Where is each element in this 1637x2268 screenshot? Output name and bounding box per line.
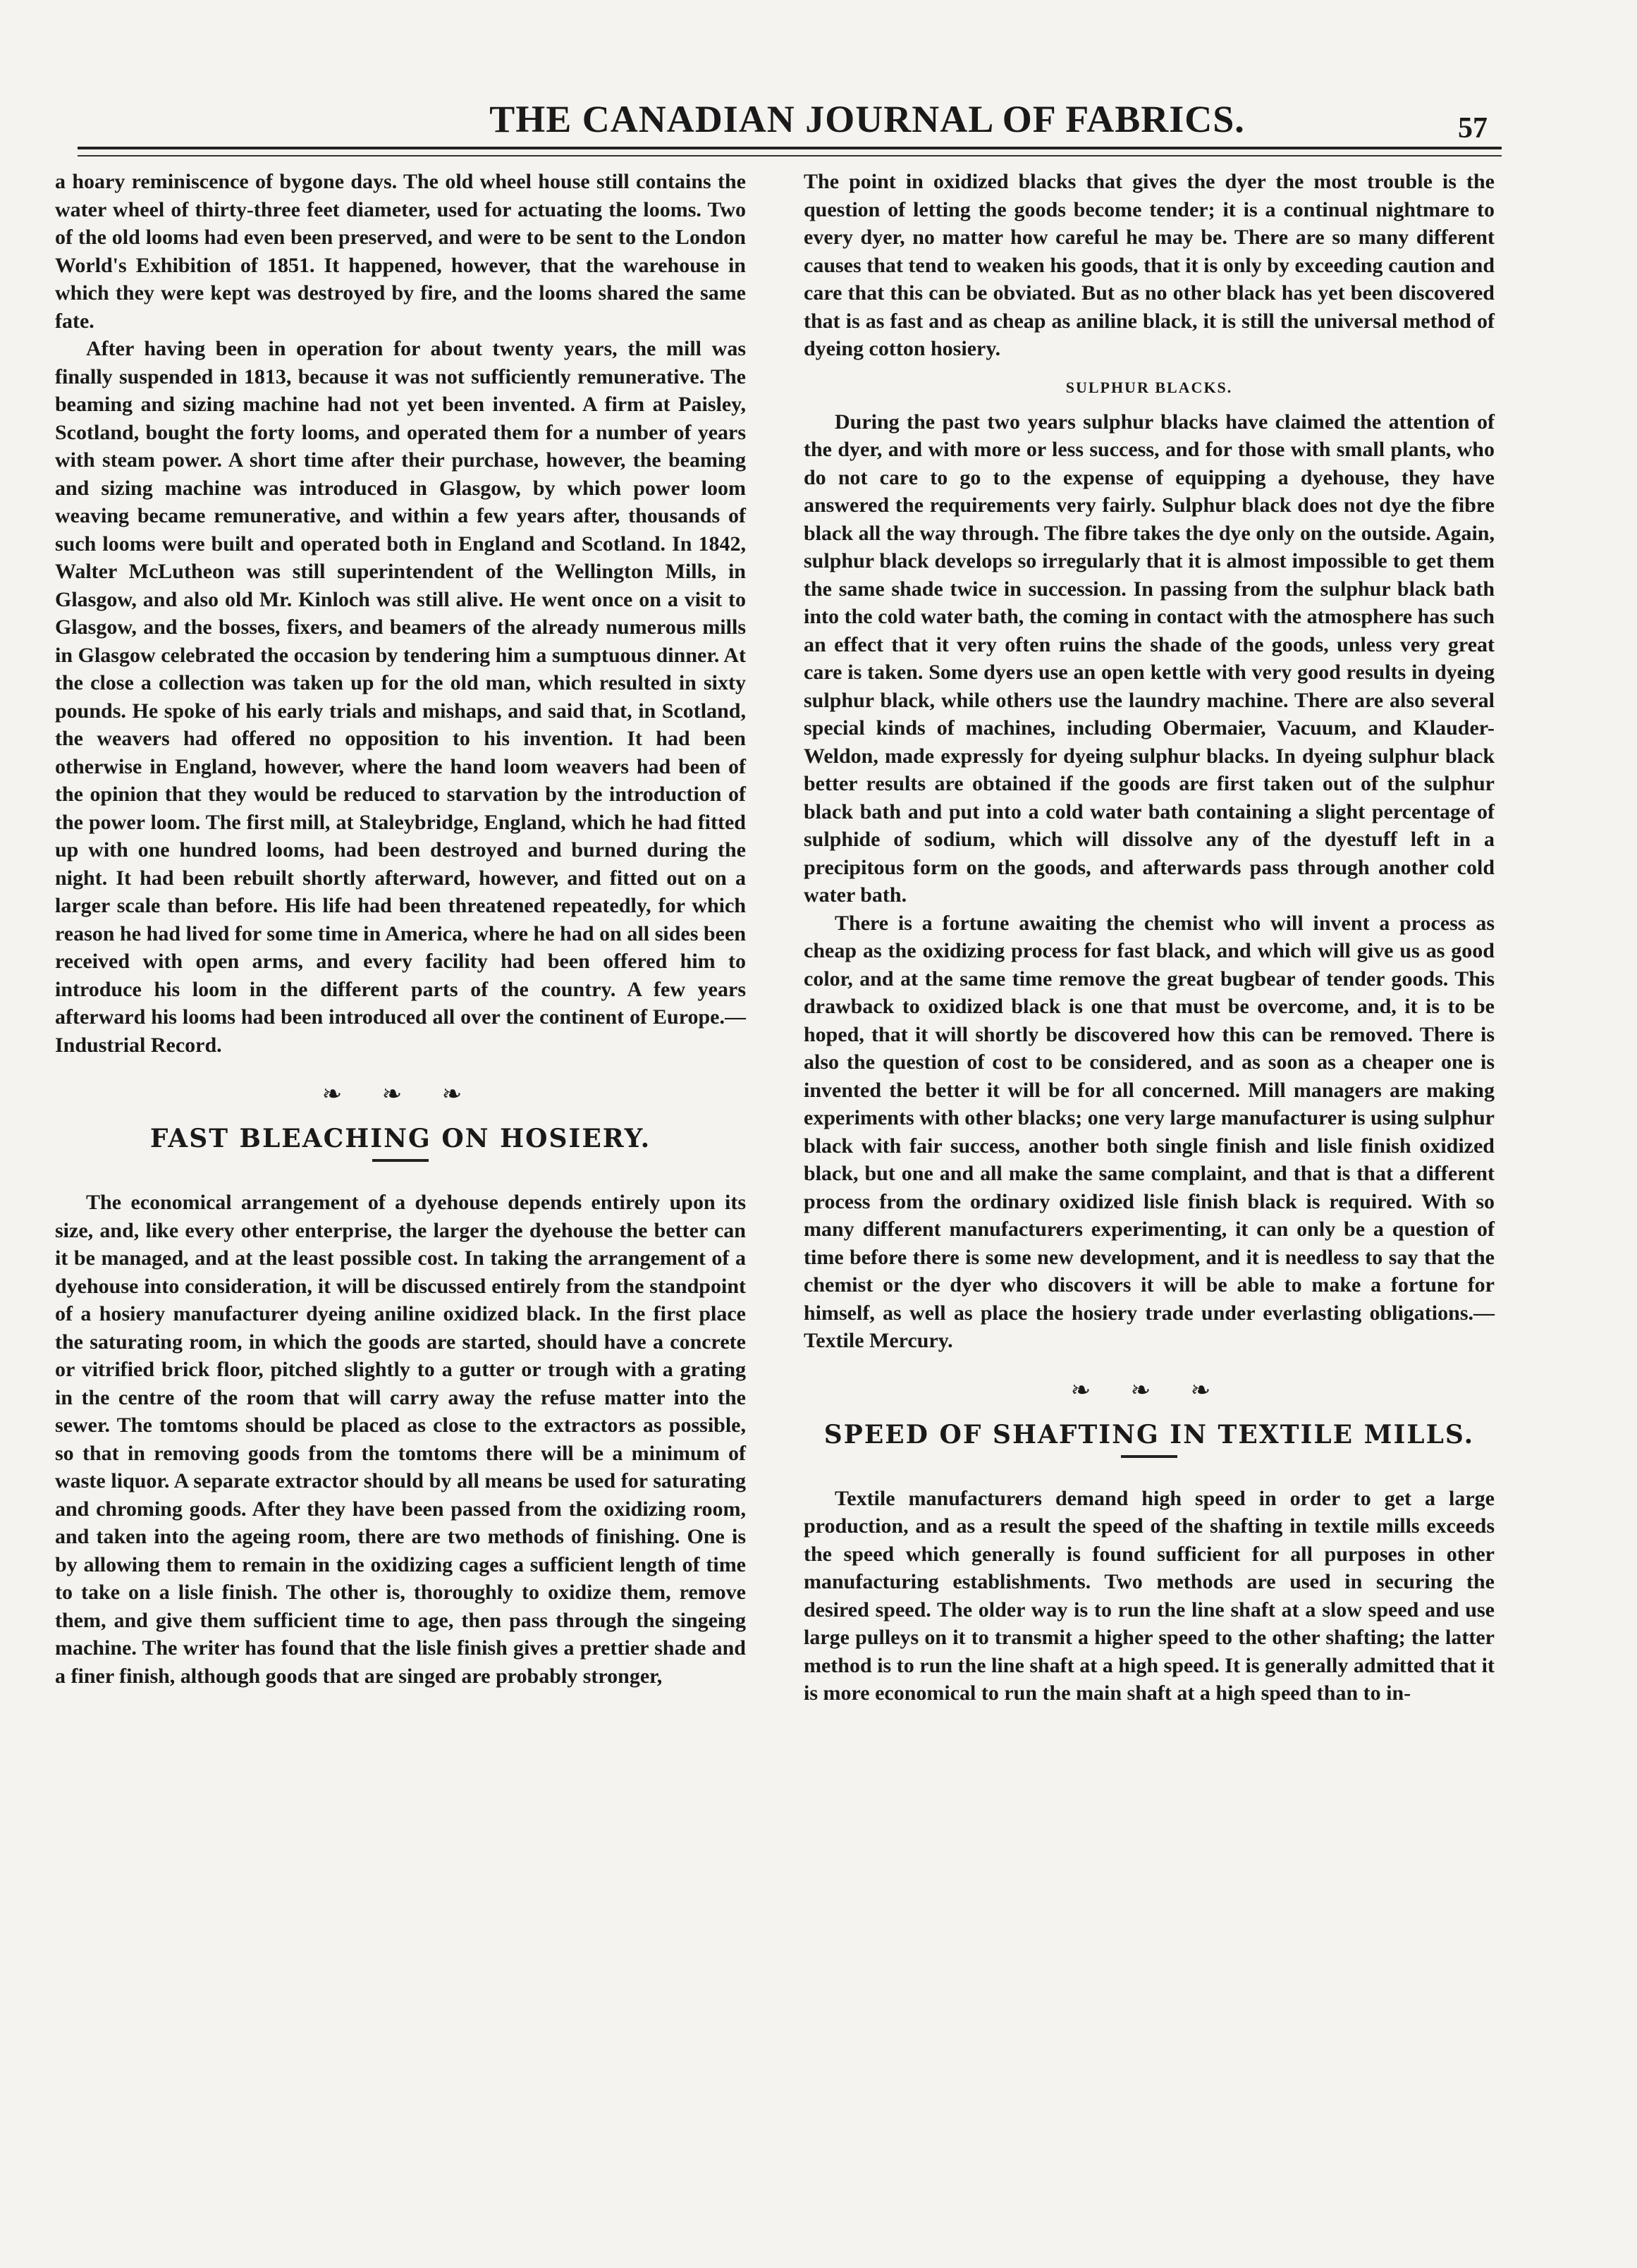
- header-rule-thin: [78, 155, 1502, 157]
- section-ornament: ❧ ❧ ❧: [321, 1081, 479, 1108]
- page-header: [78, 85, 1502, 162]
- article-paragraph: During the past two years sulphur blacks have claimed the attention of the dyer, and with more or less success, and for those with small plants, who do not care to go to the expense of equipping a dyehouse, they have answered the requirements very fairly. Sulphur black does not dye the fibre black all the way through. The fibre takes the dye only on the outside. Again, sulphur black develops so irregularly that it is almost impossible to get them the same shade twice in succession. In passing from the sulphur black bath into the cold water bath, the coming in contact with the atmosphere has such an effect that it very often ruins the shade of the goods, unless very great care is taken. Some dyers use an open kettle with very good results in dyeing sulphur black, while others use the laundry machine. There are also several special kinds of machines, including Obermaier, Vacuum, and Klauder-Weldon, made expressly for dyeing sulphur blacks. In dyeing sulphur black better results are obtained if the goods are first taken out of the sulphur black bath and put into a cold water bath containing a slight percentage of sulphide of sodium, which will dissolve any of the dyestuff left in a precipitous form on the goods, and afterwards pass through another cold water bath.: [804, 410, 1495, 907]
- article-paragraph: a hoary reminiscence of bygone days. The old wheel house still contains the water wheel of thirty-three feet diameter, used for actuating the looms. Two of the old looms had even been preserved, and were to be sent to the London World's Exhibition of 1851. It happened, however, that the warehouse in which they were kept was destroyed by fire, and the looms shared the same fate.: [55, 170, 746, 333]
- section-ornament: ❧ ❧ ❧: [1070, 1377, 1228, 1404]
- article-paragraph: The point in oxidized blacks that gives the dyer the most trouble is the question of letting the goods become tender; it is a continual nightmare to every dyer, no matter how careful he may be. There are so many different causes that tend to weaken his goods, that it is only by exceeding caution and care that this can be obviated. But as no other black has yet been discovered that is as fast and as cheap as aniline black, it is still the universal method of dyeing cotton hosiery.: [804, 170, 1495, 360]
- header-rule: [78, 147, 1502, 149]
- left-column: [55, 168, 746, 1690]
- section-subheading: SULPHUR BLACKS.: [1065, 378, 1233, 396]
- right-column: [804, 168, 1495, 1708]
- article-paragraph: The economical arrangement of a dyehouse depends entirely upon its size, and, like every other enterprise, the larger the dyehouse the better can it be managed, and at the least possible cost. In taking the arrangement of a dyehouse into consideration, it will be discussed entirely from the standpoint of a hosiery manufacturer dyeing aniline oxidized black. In the first place the saturating room, in which the goods are started, should have a concrete or vitrified brick floor, pitched slightly to a gutter or trough with a grating in the centre of the room that will carry away the refuse matter into the sewer. The tomtoms should be placed as close to the extractors as possible, so that in removing goods from the tomtoms there will be a minimum of waste liquor. A separate extractor should by all means be used for saturating and chroming goods. After they have been passed from the oxidizing room, and taken into the ageing room, there are two methods of finishing. One is by allowing them to remain in the oxidizing cages a sufficient length of time to take on a lisle finish. The other is, thoroughly to oxidize them, remove them, and give them sufficient time to age, then pass through the singeing machine. The writer has found that the lisle finish gives a prettier shade and a finer finish, although goods that are singed are probably stronger,: [55, 1191, 746, 1688]
- page-number: 57: [1458, 112, 1488, 145]
- section-heading: FAST BLEACHING ON HOSIERY.: [149, 1124, 651, 1153]
- journal-title: THE CANADIAN JOURNAL OF FABRICS.: [489, 98, 1245, 140]
- section-heading: SPEED OF SHAFTING IN TEXTILE MILLS.: [823, 1419, 1475, 1449]
- article-paragraph: After having been in operation for about twenty years, the mill was finally suspended in 1813, because it was not sufficiently remunerative. The beaming and sizing machine had not yet been invented. A firm at Paisley, Scotland, bought the forty looms, and operated them for a number of years with steam power. A short time after their purchase, however, the beaming and sizing machine was introduced in Glasgow, by which power loom weaving became remunerative, and within a few years after, thousands of such looms were built and operated both in England and Scotland. In 1842, Walter McLutheon was still superintendent of the Wellington Mills, in Glasgow, and also old Mr. Kinloch was still alive. He went once on a visit to Glasgow, and the bosses, fixers, and beamers of the already numerous mills in Glasgow celebrated the occasion by tendering him a sumptuous dinner. At the close a collection was taken up for the old man, which resulted in sixty pounds. He spoke of his early trials and mishaps, and said that, in Scotland, the weavers had offered no opposition to his invention. It had been otherwise in England, however, where the hand loom weavers had been of the opinion that they would be reduced to starvation by the introduction of the power loom. The first mill, at Staleybridge, England, which he had fitted up with one hundred looms, had been destroyed and burned during the night. It had been rebuilt shortly afterward, however, and fitted out on a larger scale than before. His life had been threatened repeatedly, for which reason he had lived for some time in America, where he had on all sides been received with open arms, and every facility had been offered him to introduce his loom in the different parts of the country. A few years afterward his looms had been introduced all over the continent of Europe.—Industrial Record.: [55, 337, 746, 1057]
- heading-rule: [372, 1159, 429, 1162]
- heading-rule: [1121, 1455, 1177, 1458]
- article-paragraph: Textile manufacturers demand high speed in order to get a large production, and as a result the speed of the shafting in textile mills exceeds the speed which generally is found sufficient for all purposes in other manufacturing establishments. Two methods are used in securing the desired speed. The older way is to run the line shaft at a slow speed and use large pulleys on it to transmit a higher speed to the other shafting; the latter method is to run the line shaft at a high speed. It is generally admitted that it is more economical to run the main shaft at a high speed than to in-: [804, 1486, 1495, 1705]
- article-paragraph: There is a fortune awaiting the chemist who will invent a process as cheap as the oxidizing process for fast black, and which will give us as good color, and at the same time remove the great bugbear of tender goods. This drawback to oxidized black is one that must be overcome, and, it is to be hoped, that it will shortly be discovered how this can be removed. There is also the question of cost to be considered, and as soon as a cheaper one is invented the better it will be for all concerned. Mill managers are making experiments with other blacks; one very large manufacturer is using sulphur black with fair success, another both single finish and lisle finish oxidized black, but one and all make the same complaint, and that is that a different process from the ordinary oxidized lisle finish black is required. With so many different manufacturers experimenting, it can only be a question of time before there is some new development, and it is needless to say that the chemist or the dyer who discovers it will be able to make a fortune for himself, as well as place the hosiery trade under everlasting obligations.—Textile Mercury.: [804, 911, 1495, 1352]
